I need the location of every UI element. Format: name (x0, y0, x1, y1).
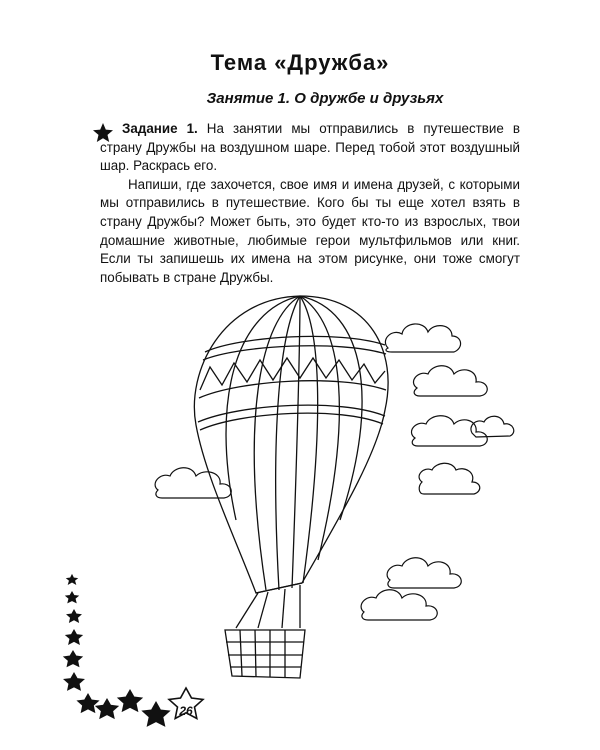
cloud-icon (471, 416, 514, 437)
task-text-2: Напиши, где захочется, свое имя и имена друзей, с которыми мы отправились в путешествие. Кого бы ты еще хотел взять в страну Дружбы? Может быть, это будет кто-то из взрослых, твои домашние животные, любимые герои мультфильмов или книг. Если ты запишешь их имена на этом рисунке, они тоже смогут побывать в стране Дружбы. (100, 176, 520, 285)
star-icon (66, 630, 82, 644)
star-icon (118, 690, 142, 711)
star-icon (64, 673, 84, 690)
task-text-1: На занятии мы отправились в путешествие в страну Дружбы на воздушном шаре. Перед тобой этот воздушный шар. Раскрась его. (100, 121, 520, 174)
star-icon (78, 694, 99, 712)
cloud-icon (419, 463, 480, 494)
cloud-icon (387, 558, 461, 588)
cloud-icon (385, 324, 460, 352)
page-title: Тема «Дружба» (210, 50, 390, 75)
star-icon (66, 592, 78, 603)
cloud-icon (413, 366, 487, 396)
cloud-icon (361, 590, 437, 620)
star-icon (64, 651, 82, 666)
task-paragraph-1 (100, 120, 520, 176)
task-label: Задание 1. (122, 121, 198, 136)
star-icon (92, 122, 114, 144)
page-number: 26 (179, 704, 193, 718)
star-icon (96, 699, 118, 718)
star-icon (67, 575, 77, 584)
hot-air-balloon-illustration (194, 296, 388, 678)
task-block (100, 120, 520, 287)
star-icon (143, 702, 170, 726)
cloud-icon (155, 468, 231, 498)
star-icon (67, 610, 81, 622)
cloud-icon (411, 416, 487, 446)
lesson-subtitle: Занятие 1. О дружбе и друзьях (206, 90, 444, 107)
